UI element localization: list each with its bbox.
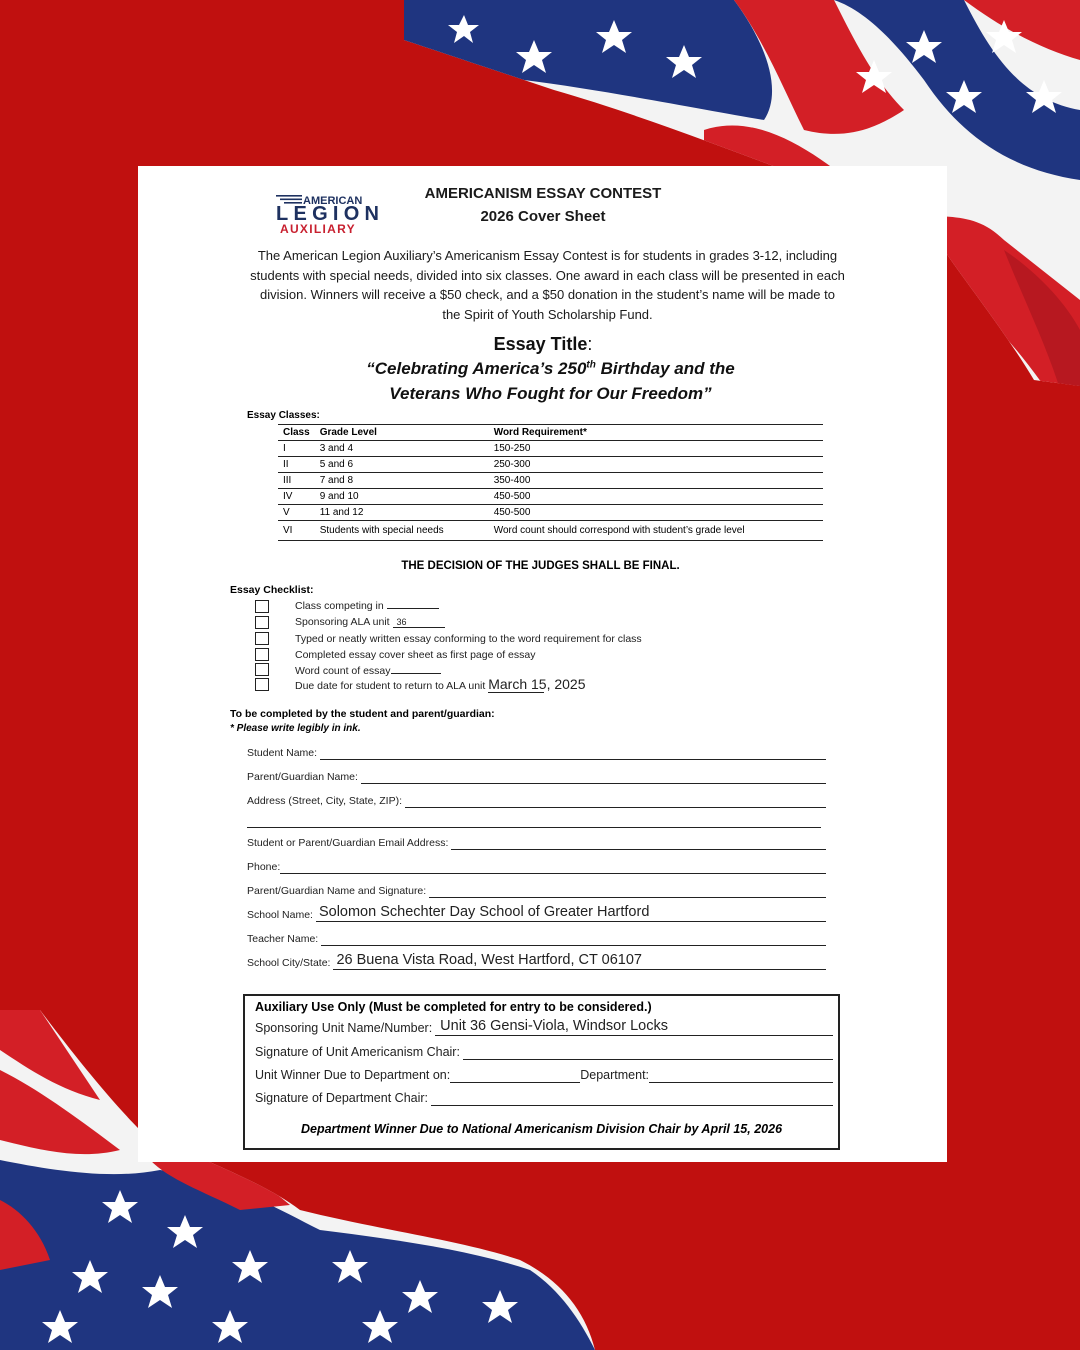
signature-field[interactable] (429, 881, 826, 898)
sponsoring-unit-value: Unit 36 Gensi-Viola, Windsor Locks (440, 1018, 668, 1034)
parent-name-field[interactable] (361, 767, 826, 784)
table-cell: 7 and 8 (315, 473, 489, 489)
header-grade-level: Grade Level (315, 425, 489, 441)
class-blank[interactable] (387, 608, 439, 609)
cover-sheet-document (138, 166, 947, 1162)
winner-due-row (255, 1065, 833, 1083)
dept-signature-field[interactable] (431, 1089, 833, 1106)
dept-signature-label: Signature of Department Chair: (255, 1091, 429, 1105)
checklist-item-label: Due date for student to return to ALA unit (295, 680, 486, 692)
teacher-name-row (247, 928, 826, 946)
american-legion-auxiliary-logo (276, 180, 381, 234)
logo-line2: LEGION (276, 203, 379, 225)
table-cell: 3 and 4 (315, 441, 489, 457)
table-cell: III (278, 473, 315, 489)
phone-label: Phone: (247, 861, 281, 873)
school-name-row (247, 904, 826, 922)
email-row (247, 832, 826, 850)
checkbox-cover-sheet[interactable] (255, 648, 269, 661)
student-section-title: To be completed by the student and parent/guardian: (230, 708, 495, 720)
table-cell: II (278, 457, 315, 473)
essay-title-line1-sup: th (586, 359, 596, 371)
essay-title-colon: : (587, 334, 593, 354)
due-date-value[interactable]: March 15, 2025 (488, 676, 586, 692)
address-label: Address (Street, City, State, ZIP): (247, 795, 403, 807)
essay-title-line1-a: “Celebrating America’s 250 (366, 359, 587, 378)
checkbox-sponsoring-unit[interactable] (255, 616, 269, 629)
phone-field[interactable] (280, 857, 826, 874)
auxiliary-title: Auxiliary Use Only (Must be completed for entry to be considered.) (255, 1000, 652, 1014)
checklist-item-typed: Typed or neatly written essay conforming to the word requirement for class (295, 633, 642, 645)
department-field[interactable] (649, 1066, 833, 1083)
write-legibly-note: * Please write legibly in ink. (230, 723, 361, 734)
table-cell: VI (278, 521, 315, 541)
signature-label: Parent/Guardian Name and Signature: (247, 885, 427, 897)
school-name-value: Solomon Schechter Day School of Greater Hartford (318, 904, 650, 920)
school-name-label: School Name: (247, 909, 313, 921)
winner-due-label: Unit Winner Due to Department on: (255, 1068, 451, 1082)
student-name-field[interactable] (320, 743, 826, 760)
student-name-label: Student Name: (247, 747, 318, 759)
table-cell: 250-300 (489, 457, 823, 473)
table-cell: 9 and 10 (315, 489, 489, 505)
contest-title: AMERICANISM ESSAY CONTEST (424, 185, 662, 202)
parent-name-row (247, 766, 826, 784)
intro-paragraph: The American Legion Auxiliary’s Americanism Essay Contest is for students in grades 3-12, including students with special needs, divided into six classes. One award in each class will be presented in each division. Winners will receive a $50 check, and a $50 donation in the student’s name will be made to the Spirit of Youth Scholarship Fund. (250, 248, 845, 322)
signature-row (247, 880, 826, 898)
school-city-label: School City/State: (247, 957, 331, 969)
essay-title-line1-b: Birthday and the (595, 359, 735, 378)
word-count-blank[interactable] (391, 673, 441, 674)
department-label: Department: (580, 1068, 650, 1082)
table-cell: 350-400 (489, 473, 823, 489)
phone-row (247, 856, 826, 874)
school-city-value: 26 Buena Vista Road, West Hartford, CT 06107 (336, 952, 642, 968)
checklist-item-cover: Completed essay cover sheet as first page of essay (295, 649, 536, 661)
national-deadline-note: Department Winner Due to National Americanism Division Chair by April 15, 2026 (300, 1122, 783, 1136)
address-field[interactable] (405, 791, 826, 808)
table-row (278, 473, 823, 489)
email-label: Student or Parent/Guardian Email Address: (247, 837, 449, 849)
table-cell: 11 and 12 (315, 505, 489, 521)
essay-classes-table (278, 424, 823, 541)
table-cell: V (278, 505, 315, 521)
table-cell: I (278, 441, 315, 457)
table-cell: Students with special needs (315, 521, 489, 541)
unit-blank[interactable]: 36 (393, 617, 445, 628)
auxiliary-use-box (243, 994, 840, 1150)
checklist-item-label: Class competing in (295, 600, 384, 612)
essay-classes-label: Essay Classes: (247, 410, 320, 421)
school-name-field[interactable] (316, 905, 826, 922)
school-city-row (247, 952, 826, 970)
essay-title-line1 (258, 359, 843, 379)
chair-signature-field[interactable] (463, 1043, 833, 1060)
table-cell: 450-500 (489, 489, 823, 505)
essay-checklist-label: Essay Checklist: (230, 584, 314, 596)
checklist-item-class (295, 600, 439, 612)
checkbox-due-date[interactable] (255, 678, 269, 691)
parent-name-label: Parent/Guardian Name: (247, 771, 358, 783)
checklist-item-unit (295, 616, 445, 628)
essay-title-heading (388, 334, 698, 355)
table-row (278, 521, 823, 541)
address-row (247, 790, 826, 808)
cover-sheet-subtitle: 2026 Cover Sheet (480, 208, 606, 225)
address-field-line2[interactable] (247, 827, 821, 828)
table-cell: 450-500 (489, 505, 823, 521)
judges-decision-notice: THE DECISION OF THE JUDGES SHALL BE FINAL. (401, 560, 680, 572)
teacher-name-field[interactable] (321, 929, 826, 946)
chair-signature-row (255, 1042, 833, 1060)
table-cell: Word count should correspond with student’s grade level (489, 521, 823, 541)
header-word-requirement: Word Requirement* (489, 425, 823, 441)
checklist-item-label: Word count of essay (295, 665, 391, 677)
table-row (278, 489, 823, 505)
checkbox-word-requirement[interactable] (255, 632, 269, 645)
logo-line1: AMERICAN (303, 195, 363, 207)
table-header-row (278, 425, 823, 441)
table-row (278, 457, 823, 473)
table-row (278, 441, 823, 457)
chair-signature-label: Signature of Unit Americanism Chair: (255, 1045, 460, 1059)
checkbox-word-count[interactable] (255, 663, 269, 676)
student-name-row (247, 742, 826, 760)
sponsoring-unit-row (255, 1018, 833, 1036)
essay-title-label: Essay Title (493, 334, 588, 354)
sponsoring-unit-label: Sponsoring Unit Name/Number: (255, 1021, 433, 1035)
checklist-item-due-date (295, 676, 586, 693)
checkbox-class-competing[interactable] (255, 600, 269, 613)
dept-signature-row (255, 1088, 833, 1106)
table-cell: IV (278, 489, 315, 505)
school-city-field[interactable] (333, 953, 826, 970)
table-cell: 5 and 6 (315, 457, 489, 473)
teacher-name-label: Teacher Name: (247, 933, 319, 945)
winner-due-field[interactable] (450, 1066, 580, 1083)
header-class: Class (278, 425, 315, 441)
email-field[interactable] (451, 833, 826, 850)
table-cell: 150-250 (489, 441, 823, 457)
checklist-item-label: Sponsoring ALA unit (295, 616, 390, 628)
logo-line3: AUXILIARY (280, 222, 356, 234)
sponsoring-unit-field[interactable] (435, 1019, 833, 1036)
essay-title-line2: Veterans Who Fought for Our Freedom” (389, 384, 712, 403)
table-row (278, 505, 823, 521)
